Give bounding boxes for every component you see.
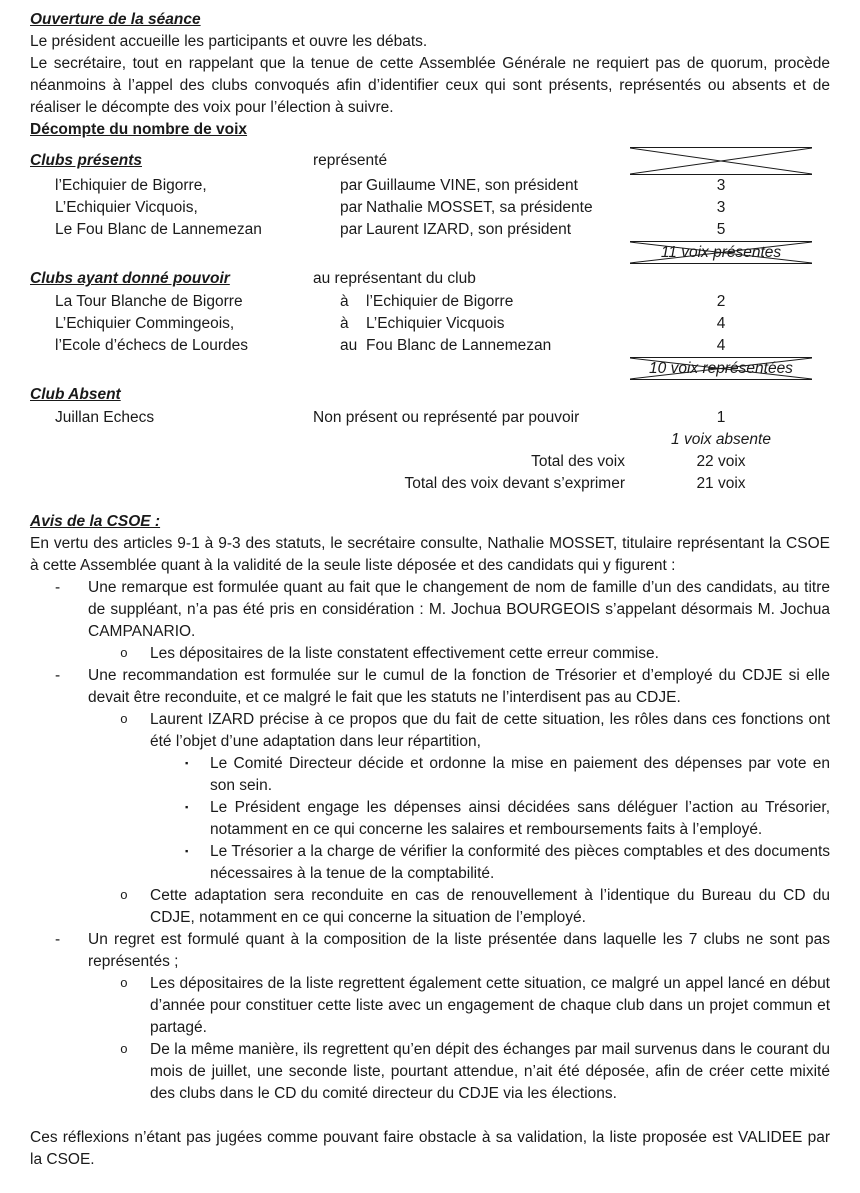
list-item-level2: [30, 1039, 830, 1105]
table-row: [30, 291, 830, 313]
total-row: [30, 473, 830, 495]
table-row: [30, 197, 830, 219]
group-header-absent: Club Absent: [30, 386, 121, 403]
square-bullet: ▪: [185, 758, 189, 769]
preposition: par: [340, 199, 363, 216]
table-row: [30, 219, 830, 241]
section-title-opening: Ouverture de la séance: [30, 11, 201, 28]
group-summary-row: [30, 429, 830, 451]
club-name: Juillan Echecs: [55, 409, 155, 426]
csoe-closing-paragraph: Ces réflexions n’étant pas jugées comme pouvant faire obstacle à sa validation, la liste proposée est VALIDEE par la CSOE.: [30, 1129, 830, 1168]
group-header-row-absent: [30, 380, 830, 407]
list-item-text: Une remarque est formulée quant au fait que le changement de nom de famille d’un des candidats, au titre de suppléant, n’a pas été pris en considération : M. Jochua BOURGEOIS s’appelant désormais M. Jochua CAMPANARIO.: [88, 579, 830, 640]
vote-count: 4: [716, 337, 726, 354]
total-label: Total des voix devant s’exprimer: [404, 475, 625, 492]
list-item-text: Le Trésorier a la charge de vérifier la conformité des pièces comptables et des documents nécessaires à la tenue de la comptabilité.: [210, 843, 830, 882]
opening-paragraph-2: Le secrétaire, tout en rappelant que la tenue de cette Assemblée Générale ne requiert pas de quorum, procède néanmoins à l’appel des clubs convoqués afin d’identifier ceux qui sont présents, représentés ou absents et de réaliser le décompte des voix pour l’élection à suivre.: [30, 55, 830, 116]
list-item-level2: [30, 973, 830, 1039]
representative: Laurent IZARD, son président: [366, 221, 572, 238]
list-item-text: Laurent IZARD précise à ce propos que du fait de cette situation, les rôles dans ces fonctions ont été l’objet d’une adaptation dans leur répartition,: [150, 711, 830, 750]
group-header-proxy: Clubs ayant donné pouvoir: [30, 270, 230, 287]
crossed-summary-cell: [630, 357, 812, 380]
preposition: à: [340, 315, 349, 332]
diagonal-cross-icon: [630, 148, 812, 174]
crossed-empty-cell: [630, 147, 812, 175]
list-item-text: Le Comité Directeur décide et ordonne la mise en paiement des dépenses par vote en son sein.: [210, 755, 830, 794]
table-row: [30, 407, 830, 429]
csoe-intro: En vertu des articles 9-1 à 9-3 des statuts, le secrétaire consulte, Nathalie MOSSET, titulaire représentant la CSOE à cette Assemblée quant à la validité de la seule liste déposée et des candidats qui y figurent :: [30, 535, 830, 574]
total-value: 21 voix: [696, 475, 746, 492]
summary-votes-absent: 1 voix absente: [671, 431, 771, 448]
square-bullet: ▪: [185, 846, 189, 857]
table-row: [30, 335, 830, 357]
representative: Fou Blanc de Lannemezan: [366, 337, 552, 354]
preposition: à: [340, 293, 349, 310]
circle-bullet: o: [120, 712, 128, 727]
list-item-level2: [30, 885, 830, 929]
list-item-text: Les dépositaires de la liste constatent effectivement cette erreur commise.: [150, 645, 659, 662]
total-value: 22 voix: [696, 453, 746, 470]
crossed-summary-cell: [630, 241, 812, 264]
list-item-text: Une recommandation est formulée sur le cumul de la fonction de Trésorier et d’employé du CDJE si elle devait être reconduite, et ce malgré le fait que les statuts ne l’interdisent pas au CDJE.: [88, 667, 830, 706]
representative: L’Echiquier Vicquois: [366, 315, 505, 332]
list-item-level2: [30, 643, 830, 665]
group-header-presents: Clubs présents: [30, 152, 142, 169]
summary-votes-present: 11 voix présentes: [660, 243, 782, 261]
group-header-row-presents: [30, 147, 830, 175]
preposition: au: [340, 337, 358, 354]
vote-count: 1: [716, 409, 726, 426]
circle-bullet: o: [120, 646, 128, 661]
group-summary-row: [30, 357, 830, 380]
total-label: Total des voix: [531, 453, 625, 470]
club-name: l’Echiquier de Bigorre,: [55, 177, 207, 194]
club-name: l’Ecole d’échecs de Lourdes: [55, 337, 249, 354]
list-item-text: Les dépositaires de la liste regrettent également cette situation, ce malgré un appel lancé en début d’année pour constituer cette liste avec un engagement de chaque club dans un projet commun et partagé.: [150, 975, 830, 1036]
total-row: [30, 451, 830, 473]
preposition: par: [340, 221, 363, 238]
club-name: Le Fou Blanc de Lannemezan: [55, 221, 262, 238]
list-item-level3: [30, 753, 830, 797]
circle-bullet: o: [120, 976, 128, 991]
table-row: [30, 313, 830, 335]
club-name: L’Echiquier Vicquois,: [55, 199, 198, 216]
group-header-note: représenté: [313, 152, 388, 169]
vote-count: 4: [716, 315, 726, 332]
representative: Nathalie MOSSET, sa présidente: [366, 199, 593, 216]
list-item-level2: [30, 709, 830, 753]
list-item-level1: [30, 665, 830, 709]
preposition: par: [340, 177, 363, 194]
summary-votes-represented: 10 voix représentées: [649, 359, 793, 377]
list-item-text: De la même manière, ils regrettent qu’en dépit des échanges par mail survenus dans le courant du mois de juillet, une seconde liste, pourtant attendue, n’ait été déposée, afin de créer cette mixité des clubs dans le CD du comité directeur du CDJE via les élections.: [150, 1041, 830, 1102]
square-bullet: ▪: [185, 802, 189, 813]
club-name: L’Echiquier Commingeois,: [55, 315, 235, 332]
table-row: [30, 175, 830, 197]
section-title-csoe: Avis de la CSOE :: [30, 513, 161, 530]
absence-status: Non présent ou représenté par pouvoir: [313, 409, 580, 426]
vote-count: 3: [716, 199, 726, 216]
list-item-text: Un regret est formulé quant à la composition de la liste présentée dans laquelle les 7 clubs ne sont pas représentés ;: [88, 931, 830, 970]
list-item-level3: [30, 841, 830, 885]
list-item-level1: [30, 929, 830, 973]
dash-bullet: -: [55, 667, 61, 684]
dash-bullet: -: [55, 579, 61, 596]
vote-count: 5: [716, 221, 726, 238]
section-title-vote-count: Décompte du nombre de voix: [30, 121, 248, 138]
vote-count-table: [30, 147, 830, 495]
list-item-text: Le Président engage les dépenses ainsi décidées sans déléguer l’action au Trésorier, notamment en ce qui concerne les salaires et remboursements faits à l’employé.: [210, 799, 830, 838]
group-header-row-proxy: [30, 264, 830, 291]
csoe-remarks-list: [30, 577, 830, 1105]
vote-count: 2: [716, 293, 726, 310]
group-header-note: au représentant du club: [313, 270, 476, 287]
representative: Guillaume VINE, son président: [366, 177, 578, 194]
club-name: La Tour Blanche de Bigorre: [55, 293, 243, 310]
list-item-text: Cette adaptation sera reconduite en cas de renouvellement à l’identique du Bureau du CD du CDJE, notamment en ce qui concerne la situation de l’employé.: [150, 887, 830, 926]
circle-bullet: o: [120, 888, 128, 903]
circle-bullet: o: [120, 1042, 128, 1057]
opening-paragraph-1: Le président accueille les participants et ouvre les débats.: [30, 33, 428, 50]
group-summary-row: [30, 241, 830, 264]
list-item-level1: [30, 577, 830, 643]
representative: l’Echiquier de Bigorre: [366, 293, 514, 310]
vote-count: 3: [716, 177, 726, 194]
dash-bullet: -: [55, 931, 61, 948]
list-item-level3: [30, 797, 830, 841]
